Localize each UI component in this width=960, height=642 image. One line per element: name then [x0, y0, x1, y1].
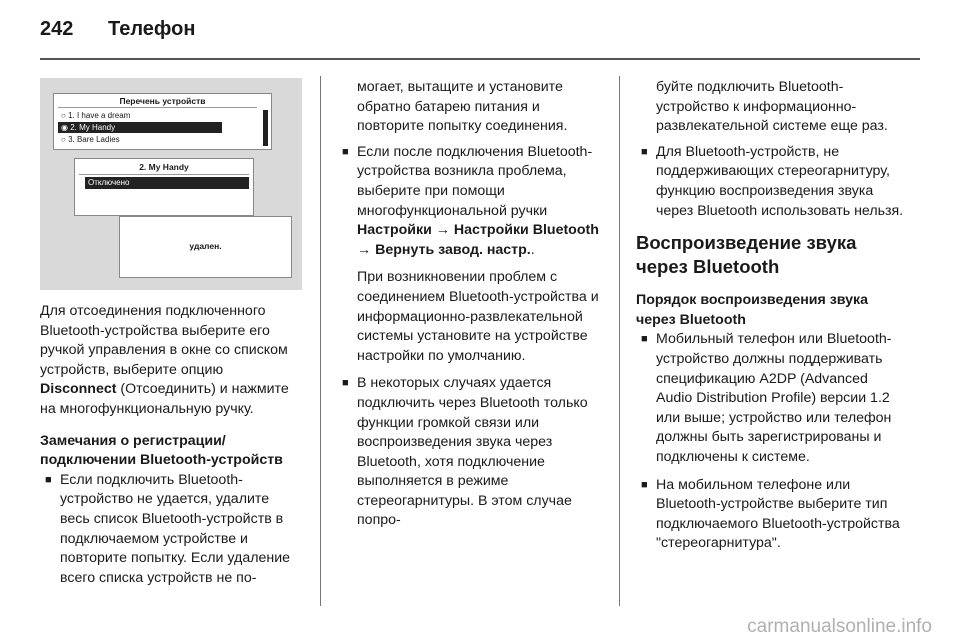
device-menu-title: 2. My Handy: [139, 162, 189, 172]
device-label: 3. Bare Ladies: [68, 135, 120, 144]
device-list-screen: [53, 93, 272, 150]
column-2: [337, 78, 605, 531]
device-list-illustration: [40, 78, 302, 290]
bullet-icon: ■: [641, 145, 648, 158]
section-heading: Воспроизведение звука через Bluetooth: [636, 232, 857, 278]
intro-text: Для отсоединения подключенного Bluetooth-устройства выберите его ручкой управления в окне со списком устройств, выберите опцию: [40, 303, 288, 378]
radio-icon: ○: [61, 135, 66, 144]
bullet-text: Мобильный телефон или Bluetooth-устройство должны поддерживать спецификацию A2DP (Advanced Audio Distribution Profile) версии 1.2 или выше; устройство или телефон должны быть зарегистрированы и подключены к системе.: [656, 331, 892, 465]
device-label: 2. My Handy: [70, 123, 116, 132]
scrollbar: [263, 110, 268, 146]
device-list-item: [58, 134, 221, 145]
column-1: [40, 302, 302, 588]
device-list-item-selected: [58, 122, 222, 133]
bullet-item: [40, 471, 302, 589]
page-title: Телефон: [108, 18, 196, 40]
bullet-text: Для Bluetooth-устройств, не поддерживающих стереогарнитуру, функцию воспроизведения звука через Bluetooth использовать нельзя.: [656, 143, 904, 219]
bullet-text: В некоторых случаях удается подключить через Bluetooth только функции громкой связи или воспроизведения звука через Bluetooth, хотя подключение выполняется в режиме стереогарнитуры. В этом случае попро-: [357, 375, 588, 529]
watermark: carmanualsonline.info: [747, 616, 932, 637]
bullet-text-end: .: [530, 241, 535, 258]
deleted-screen: [119, 216, 292, 278]
divider: [58, 107, 257, 108]
registration-subheading: Замечания о регистрации/подключении Bluetooth-устройств: [40, 432, 283, 469]
bullet-icon: ■: [641, 333, 648, 346]
device-list-title: Перечень устройств: [119, 96, 206, 106]
bullet-text: Если после подключения Bluetooth-устройства возникла проблема, выберите при помощи многофункциональной ручки: [357, 143, 593, 219]
playback-subheading: Порядок воспроизведения звука через Bluetooth: [636, 292, 869, 328]
radio-selected-icon: ◉: [61, 123, 68, 132]
bullet-paragraph: При возникновении проблем с соединением Bluetooth-устройства и информационно-развлекательной системы установите на устройстве настройки по умолчанию.: [357, 269, 599, 364]
bullet-item: [337, 374, 605, 531]
deleted-message: удален.: [189, 241, 222, 251]
divider: [79, 174, 249, 175]
bullet-text: Если подключить Bluetooth-устройство не удается, удалите весь список Bluetooth-устройств в подключаемом устройстве и повторите попытку. Если удаление всего списка устройств не по-: [60, 471, 291, 586]
intro-paragraph: [40, 302, 302, 420]
bullet-text: На мобильном телефоне или Bluetooth-устройстве выберите тип подключаемого Bluetooth-устройства "стереогарнитура".: [656, 476, 900, 552]
header-rule: [40, 58, 920, 60]
continued-text: могает, вытащите и установите обратно батарею питания и повторите попытку соединения.: [357, 79, 568, 135]
column-divider: [619, 76, 620, 606]
continued-text: буйте подключить Bluetooth-устройство к информационно-развлекательной системе еще раз.: [656, 79, 888, 135]
device-list-item: [58, 110, 221, 121]
bullet-item: [636, 330, 904, 467]
bullet-item: [636, 476, 904, 554]
bullet-item: [636, 143, 904, 221]
intro-text-end: (Отсоединить) и нажмите на многофункциональную ручку.: [40, 381, 289, 417]
bullet-icon: ■: [342, 145, 349, 158]
bullet-item: [337, 143, 605, 367]
bullet-icon: ■: [45, 473, 52, 486]
radio-icon: ○: [61, 111, 66, 120]
device-menu-screen: [74, 158, 254, 216]
disconnect-term: Disconnect: [40, 381, 117, 398]
column-divider: [320, 76, 321, 606]
page-number: 242: [40, 18, 74, 40]
settings-path: Настройки → Настройки Bluetooth → Вернуть завод. настр.: [357, 222, 599, 258]
column-3: [636, 78, 904, 554]
disconnect-option: Отключено: [85, 177, 249, 189]
bullet-icon: ■: [342, 377, 349, 390]
bullet-icon: ■: [641, 478, 648, 491]
device-label: 1. I have a dream: [68, 111, 131, 120]
